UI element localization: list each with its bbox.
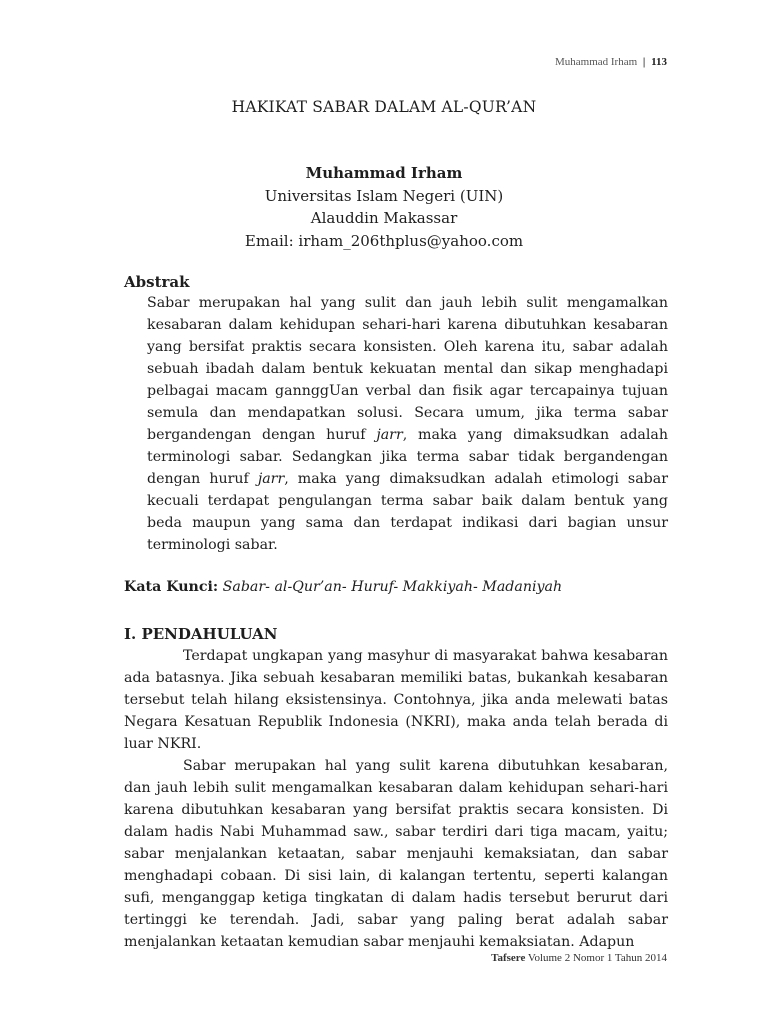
running-head: [555, 56, 667, 68]
keywords-label: Kata Kunci:: [124, 579, 219, 595]
author-institution: Universitas Islam Negeri (UIN): [264, 186, 504, 205]
abstract-text: [147, 292, 668, 556]
abstract-italic-term: jarr: [257, 471, 285, 487]
abstract-text-part: , maka yang dimaksudkan adalah terminologi sabar. Sedangkan jika terma sabar tidak bergandengan dengan huruf: [147, 427, 669, 487]
running-head-separator: |: [642, 56, 646, 68]
journal-name: Tafsere: [491, 952, 526, 964]
body-paragraph: Terdapat ungkapan yang masyhur di masyarakat bahwa kesabaran ada batasnya. Jika sebuah kesabaran memiliki batas, bukankah kesabaran tersebut telah hilang eksistensinya. Contohnya, jika anda melewati batas Negara Kesatuan Republik Indonesia (NKRI), maka anda telah berada di luar NKRI.: [124, 648, 668, 752]
section-heading: I. PENDAHULUAN: [124, 625, 278, 643]
keywords-list: Sabar- al-Qur’an- Huruf- Makkiyah- Madaniyah: [222, 579, 563, 595]
page-number: 113: [651, 56, 667, 68]
abstract-text-part: , maka yang dimaksudkan adalah etimologi sabar kecuali terdapat pengulangan terma sabar baik dalam bentuk yang beda maupun yang sama dan terdapat indikasi dari bagian unsur terminologi sabar.: [147, 471, 668, 553]
abstract-italic-term: jarr: [376, 427, 403, 443]
keywords: [124, 579, 684, 595]
body-text: [124, 645, 668, 953]
author-block: [0, 162, 768, 252]
author-name: Muhammad Irham: [305, 164, 463, 182]
author-institution-city: Alauddin Makassar: [310, 209, 458, 227]
abstract-heading: Abstrak: [124, 273, 190, 291]
journal-issue: Volume 2 Nomor 1 Tahun 2014: [527, 952, 667, 964]
footer: [491, 952, 667, 964]
article-title: HAKIKAT SABAR DALAM AL-QUR’AN: [231, 98, 537, 116]
running-head-author: Muhammad Irham: [554, 56, 638, 68]
abstract-text-part: Sabar merupakan hal yang sulit dan jauh lebih sulit mengamalkan kesabaran dalam kehidupan sehari-hari karena dibutuhkan kesabaran yang bersifat praktis secara konsisten. Oleh karena itu, sabar adalah sebuah ibadah dalam bentuk kekuatan mental dan sikap menghadapi pelbagai macam gannggUan verbal dan fisik agar tercapainya tujuan semula dan mendapatkan solusi. Secara umum, jika terma sabar bergandengan dengan huruf: [147, 295, 668, 443]
body-paragraph: Sabar merupakan hal yang sulit karena dibutuhkan kesabaran, dan jauh lebih sulit mengamalkan kesabaran dalam kehidupan sehari-hari karena dibutuhkan kesabaran yang bersifat praktis secara konsisten. Di dalam hadis Nabi Muhammad saw., sabar terdiri dari tiga macam, yaitu; sabar menjalankan ketaatan, sabar menjauhi kemaksiatan, dan sabar menghadapi cobaan. Di sisi lain, di kalangan tertentu, seperti kalangan sufi, menganggap ketiga tingkatan di dalam hadis tersebut berurut dari tertinggi ke terendah. Jadi, sabar yang paling berat adalah sabar menjalankan ketaatan kemudian sabar menjauhi kemaksiatan. Adapun: [124, 758, 668, 950]
author-email: Email: irham_206thplus@yahoo.com: [244, 231, 524, 250]
